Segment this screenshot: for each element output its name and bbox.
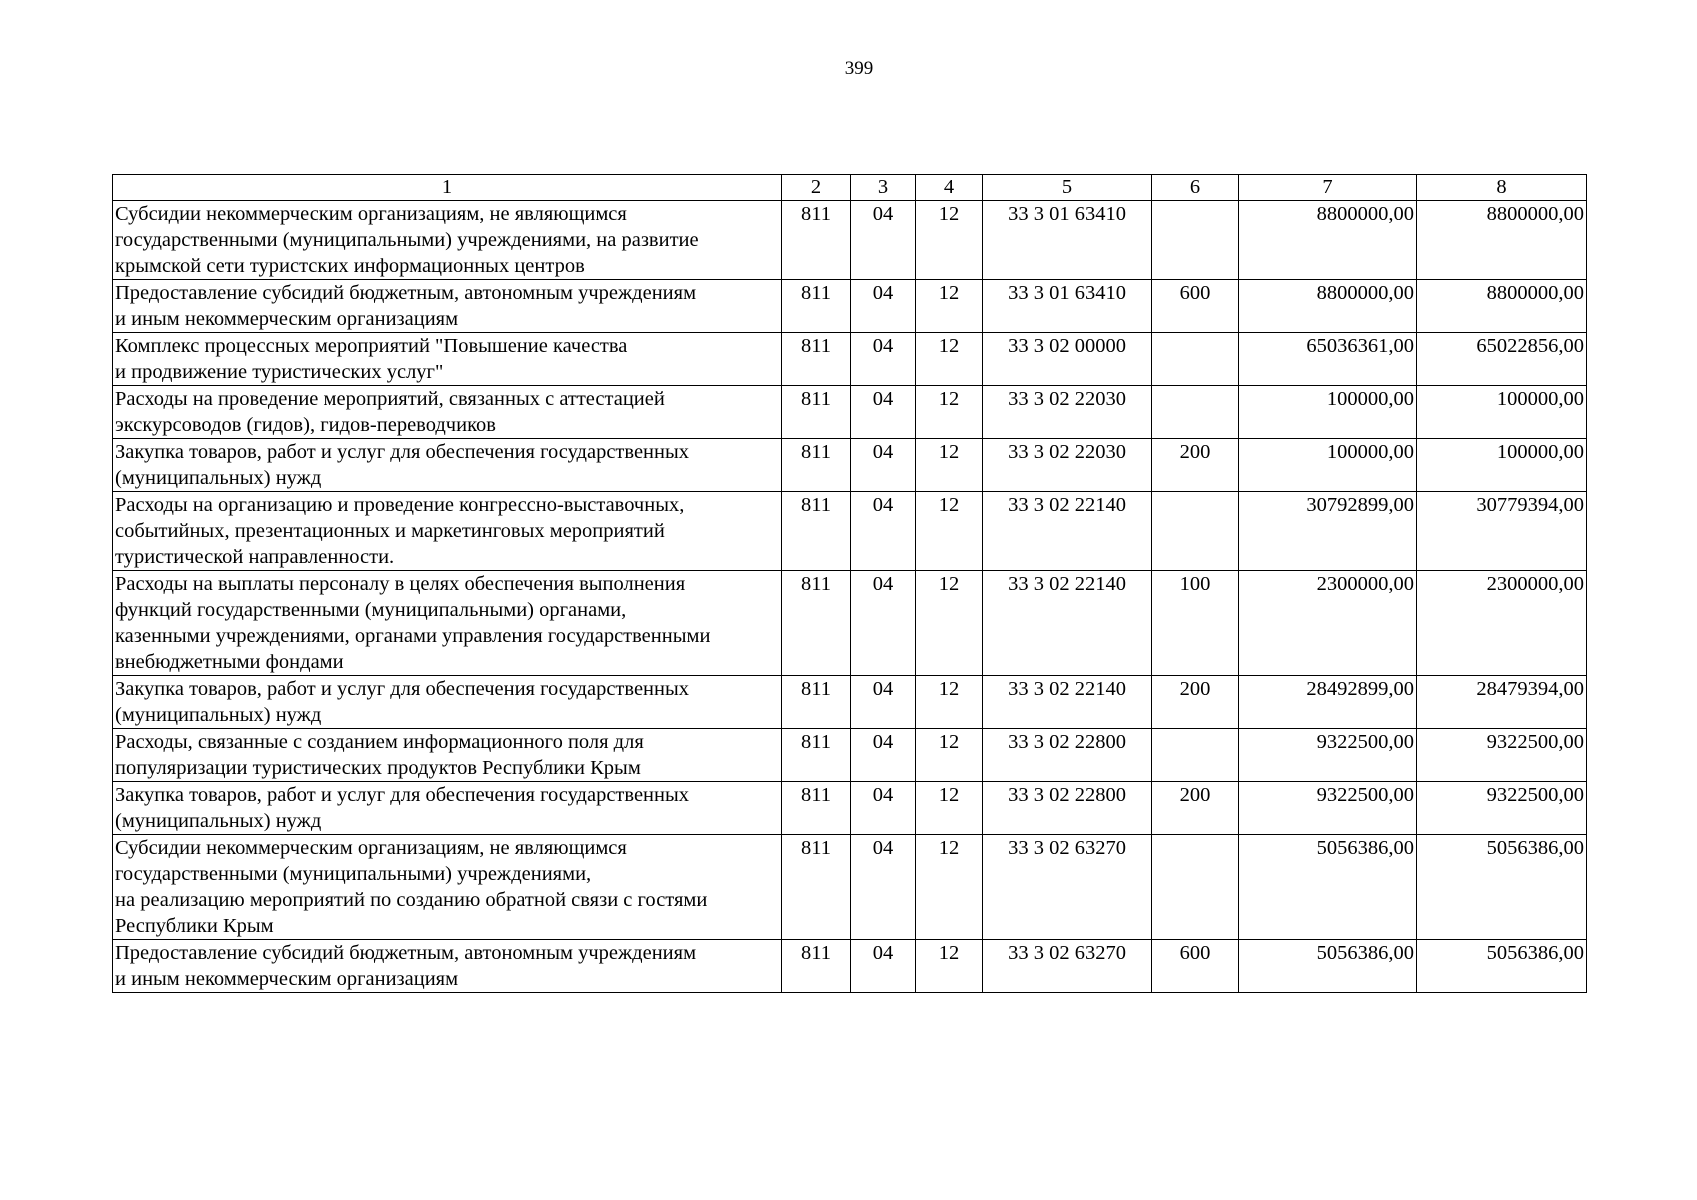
header-row bbox=[113, 175, 1587, 201]
amount-cell: 8800000,00 bbox=[1417, 280, 1587, 333]
table-row bbox=[113, 729, 1587, 782]
amount-cell: 65022856,00 bbox=[1417, 333, 1587, 386]
section-code-cell: 04 bbox=[851, 940, 916, 993]
section-code-cell: 04 bbox=[851, 729, 916, 782]
amount-cell: 2300000,00 bbox=[1239, 571, 1417, 676]
item-name-cell: Субсидии некоммерческим организациям, не являющимся государственными (муниципальными) учреждениями, на реализацию мероприятий по созданию обратной связи с гостями Республики Крым bbox=[113, 835, 782, 940]
amount-cell: 8800000,00 bbox=[1239, 201, 1417, 280]
expense-type-cell bbox=[1152, 333, 1239, 386]
expense-type-cell bbox=[1152, 835, 1239, 940]
amount-cell: 5056386,00 bbox=[1417, 940, 1587, 993]
ministry-code-cell: 811 bbox=[782, 201, 851, 280]
ministry-code-cell: 811 bbox=[782, 835, 851, 940]
target-article-cell: 33 3 02 22030 bbox=[983, 439, 1152, 492]
amount-cell: 100000,00 bbox=[1417, 439, 1587, 492]
column-header: 2 bbox=[782, 175, 851, 201]
table-row bbox=[113, 201, 1587, 280]
table-row bbox=[113, 333, 1587, 386]
subsection-code-cell: 12 bbox=[916, 280, 983, 333]
section-code-cell: 04 bbox=[851, 676, 916, 729]
column-header: 8 bbox=[1417, 175, 1587, 201]
item-name-cell: Предоставление субсидий бюджетным, автономным учреждениям и иным некоммерческим организациям bbox=[113, 940, 782, 993]
section-code-cell: 04 bbox=[851, 280, 916, 333]
expense-type-cell: 200 bbox=[1152, 782, 1239, 835]
item-name-cell: Закупка товаров, работ и услуг для обеспечения государственных (муниципальных) нужд bbox=[113, 676, 782, 729]
target-article-cell: 33 3 01 63410 bbox=[983, 201, 1152, 280]
subsection-code-cell: 12 bbox=[916, 492, 983, 571]
expense-type-cell: 600 bbox=[1152, 940, 1239, 993]
ministry-code-cell: 811 bbox=[782, 280, 851, 333]
column-header: 5 bbox=[983, 175, 1152, 201]
expense-type-cell: 100 bbox=[1152, 571, 1239, 676]
item-name-cell: Субсидии некоммерческим организациям, не являющимся государственными (муниципальными) учреждениями, на развитие крымской сети туристских информационных центров bbox=[113, 201, 782, 280]
item-name-cell: Предоставление субсидий бюджетным, автономным учреждениям и иным некоммерческим организациям bbox=[113, 280, 782, 333]
ministry-code-cell: 811 bbox=[782, 571, 851, 676]
amount-cell: 5056386,00 bbox=[1239, 835, 1417, 940]
table-row bbox=[113, 782, 1587, 835]
ministry-code-cell: 811 bbox=[782, 492, 851, 571]
section-code-cell: 04 bbox=[851, 571, 916, 676]
item-name-cell: Закупка товаров, работ и услуг для обеспечения государственных (муниципальных) нужд bbox=[113, 782, 782, 835]
column-header: 3 bbox=[851, 175, 916, 201]
section-code-cell: 04 bbox=[851, 835, 916, 940]
amount-cell: 100000,00 bbox=[1417, 386, 1587, 439]
expense-type-cell: 600 bbox=[1152, 280, 1239, 333]
subsection-code-cell: 12 bbox=[916, 940, 983, 993]
item-name-cell: Расходы, связанные с созданием информационного поля для популяризации туристических продуктов Республики Крым bbox=[113, 729, 782, 782]
expense-type-cell bbox=[1152, 729, 1239, 782]
table-header bbox=[113, 175, 1587, 201]
ministry-code-cell: 811 bbox=[782, 940, 851, 993]
subsection-code-cell: 12 bbox=[916, 386, 983, 439]
table-body bbox=[113, 201, 1587, 993]
column-header: 1 bbox=[113, 175, 782, 201]
budget-table bbox=[112, 174, 1587, 993]
target-article-cell: 33 3 02 22030 bbox=[983, 386, 1152, 439]
amount-cell: 100000,00 bbox=[1239, 439, 1417, 492]
expense-type-cell bbox=[1152, 492, 1239, 571]
table-row bbox=[113, 940, 1587, 993]
target-article-cell: 33 3 02 00000 bbox=[983, 333, 1152, 386]
amount-cell: 30779394,00 bbox=[1417, 492, 1587, 571]
table-row bbox=[113, 571, 1587, 676]
item-name-cell: Расходы на организацию и проведение конгрессно-выставочных, событийных, презентационных и маркетинговых мероприятий туристической направленности. bbox=[113, 492, 782, 571]
expense-type-cell: 200 bbox=[1152, 439, 1239, 492]
table-row bbox=[113, 676, 1587, 729]
amount-cell: 9322500,00 bbox=[1417, 782, 1587, 835]
subsection-code-cell: 12 bbox=[916, 835, 983, 940]
expense-type-cell bbox=[1152, 201, 1239, 280]
subsection-code-cell: 12 bbox=[916, 201, 983, 280]
subsection-code-cell: 12 bbox=[916, 333, 983, 386]
target-article-cell: 33 3 02 63270 bbox=[983, 940, 1152, 993]
amount-cell: 9322500,00 bbox=[1239, 782, 1417, 835]
subsection-code-cell: 12 bbox=[916, 439, 983, 492]
section-code-cell: 04 bbox=[851, 201, 916, 280]
ministry-code-cell: 811 bbox=[782, 782, 851, 835]
amount-cell: 5056386,00 bbox=[1239, 940, 1417, 993]
ministry-code-cell: 811 bbox=[782, 439, 851, 492]
target-article-cell: 33 3 02 22140 bbox=[983, 492, 1152, 571]
table-row bbox=[113, 439, 1587, 492]
amount-cell: 8800000,00 bbox=[1417, 201, 1587, 280]
amount-cell: 28492899,00 bbox=[1239, 676, 1417, 729]
subsection-code-cell: 12 bbox=[916, 676, 983, 729]
page-number: 399 bbox=[844, 58, 874, 79]
ministry-code-cell: 811 bbox=[782, 386, 851, 439]
target-article-cell: 33 3 02 22140 bbox=[983, 676, 1152, 729]
table-row bbox=[113, 492, 1587, 571]
column-header: 7 bbox=[1239, 175, 1417, 201]
table-row bbox=[113, 835, 1587, 940]
item-name-cell: Комплекс процессных мероприятий "Повышение качества и продвижение туристических услуг" bbox=[113, 333, 782, 386]
amount-cell: 8800000,00 bbox=[1239, 280, 1417, 333]
item-name-cell: Расходы на проведение мероприятий, связанных с аттестацией экскурсоводов (гидов), гидов-переводчиков bbox=[113, 386, 782, 439]
subsection-code-cell: 12 bbox=[916, 782, 983, 835]
ministry-code-cell: 811 bbox=[782, 676, 851, 729]
target-article-cell: 33 3 02 22800 bbox=[983, 729, 1152, 782]
amount-cell: 28479394,00 bbox=[1417, 676, 1587, 729]
section-code-cell: 04 bbox=[851, 782, 916, 835]
target-article-cell: 33 3 02 63270 bbox=[983, 835, 1152, 940]
table-row bbox=[113, 280, 1587, 333]
column-header: 4 bbox=[916, 175, 983, 201]
ministry-code-cell: 811 bbox=[782, 333, 851, 386]
target-article-cell: 33 3 02 22800 bbox=[983, 782, 1152, 835]
target-article-cell: 33 3 01 63410 bbox=[983, 280, 1152, 333]
item-name-cell: Расходы на выплаты персоналу в целях обеспечения выполнения функций государственными (муниципальными) органами, казенными учреждениями, органами управления государственными внебюджетными фондами bbox=[113, 571, 782, 676]
subsection-code-cell: 12 bbox=[916, 729, 983, 782]
column-header: 6 bbox=[1152, 175, 1239, 201]
expense-type-cell: 200 bbox=[1152, 676, 1239, 729]
ministry-code-cell: 811 bbox=[782, 729, 851, 782]
amount-cell: 2300000,00 bbox=[1417, 571, 1587, 676]
subsection-code-cell: 12 bbox=[916, 571, 983, 676]
amount-cell: 5056386,00 bbox=[1417, 835, 1587, 940]
item-name-cell: Закупка товаров, работ и услуг для обеспечения государственных (муниципальных) нужд bbox=[113, 439, 782, 492]
section-code-cell: 04 bbox=[851, 492, 916, 571]
amount-cell: 100000,00 bbox=[1239, 386, 1417, 439]
amount-cell: 9322500,00 bbox=[1239, 729, 1417, 782]
amount-cell: 65036361,00 bbox=[1239, 333, 1417, 386]
section-code-cell: 04 bbox=[851, 333, 916, 386]
section-code-cell: 04 bbox=[851, 386, 916, 439]
amount-cell: 9322500,00 bbox=[1417, 729, 1587, 782]
section-code-cell: 04 bbox=[851, 439, 916, 492]
expense-type-cell bbox=[1152, 386, 1239, 439]
table-row bbox=[113, 386, 1587, 439]
amount-cell: 30792899,00 bbox=[1239, 492, 1417, 571]
target-article-cell: 33 3 02 22140 bbox=[983, 571, 1152, 676]
